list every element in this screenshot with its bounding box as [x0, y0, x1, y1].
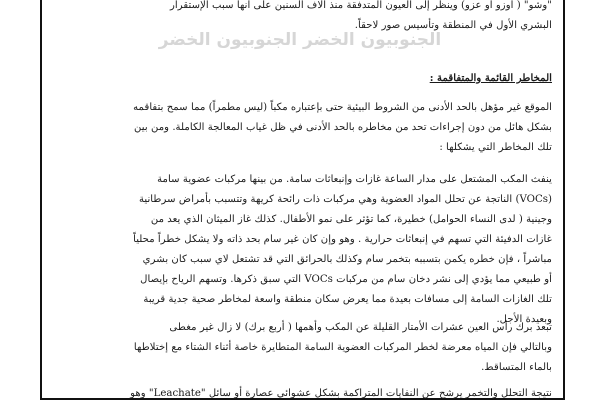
paragraph-line: بالماء المتساقط. [481, 362, 552, 373]
paragraph-line: غازات الدفيئة التي تسهم في إنبعاثات حرارية . وهو وإن كان غير سام بحد ذاته ولا يشكل خطراً محلياً [133, 234, 552, 245]
paragraph-line: الموقع غير مؤهل بالحد الأدنى من الشروط البيئية حتى بإعتباره مكباً (ليس مطمراً) مما سمح بتفاقمه [133, 102, 552, 113]
paragraph-line: وبالتالي فإن المياه معرضة لخطر المركبات العضوية السامة المتطايرة خاصة أثناء الشتاء مع إختلاطها [133, 342, 552, 353]
intro-line: "وشو" ( أوزو أو عزو) وينظر إلى العيون المتدفقة منذ آلاف السنين على أنها سبب الإستقرار [169, 0, 552, 11]
page-border-left [40, 0, 42, 400]
paragraph-ras-al-ain-pools [56, 318, 552, 378]
paragraph-line: أو طبيعي مما يؤدي إلى نشر دخان سام من مركبات VOCs التي سبق ذكرها. وتسهم الرياح بإيصال [140, 274, 552, 285]
paragraph-leachate [56, 384, 552, 400]
paragraph-line: وجينية ( لدى النساء الحوامل) خطيرة، كما تؤثر على نمو الأطفال. كذلك غاز الميثان الذي يعد من [150, 214, 552, 225]
paragraph-line: بشكل هائل من دون إجراءات تحد من مخاطره بالحد الأدنى في ظل غياب المعالجة الكاملة. ومن بين [134, 122, 552, 133]
paragraph-line: تبعد برك رأس العين عشرات الأمتار القليلة عن المكب وأهمها ( أربع برك) لا زال غير مغطى [169, 322, 552, 333]
paragraph-line: تلك المخاطر التي يشكلها : [439, 142, 552, 153]
paragraph-line: تلك الغازات السامة إلى مسافات بعيدة مما يعرض سكان منطقة واسعة لمخاطر صحية جدية قريبة [143, 294, 552, 305]
paragraph-line: ينفث المكب المشتعل على مدار الساعة غازات وإنبعاثات سامة. من بينها مركبات عضوية سامة [157, 174, 552, 185]
paragraph-site-conditions [56, 98, 552, 158]
paragraph-line: (VOCs) الناتجة عن تحلل المواد العضوية وهي مركبات ذات رائحة كريهة وتتسبب بأمراض سرطانية [138, 194, 552, 205]
section-heading: المخاطر القائمة والمتفاقمة : [429, 72, 552, 84]
paragraph-toxic-gases [56, 170, 552, 330]
page-border-right [563, 0, 565, 400]
intro-line: البشري الأول في المنطقة وتأسيس صور لاحقاً. [354, 20, 552, 31]
paragraph-line: مباشراً ، فإن خطره يكمن بتسببه بتخمر سام وكذلك بالحرائق التي قد تشتعل لاي سبب كان بشري [142, 254, 552, 265]
paragraph-line: نتيجة التحلل والتخمر يرشح عن النفايات المتراكمة بشكل عشوائي عصارة أو سائل "Leachate" وهو [130, 388, 552, 399]
paragraph-line: وبعيدة الأجل. [496, 314, 552, 325]
watermark-text: الجنوبيون الخضر الجنوبيون الخضر [158, 30, 442, 50]
